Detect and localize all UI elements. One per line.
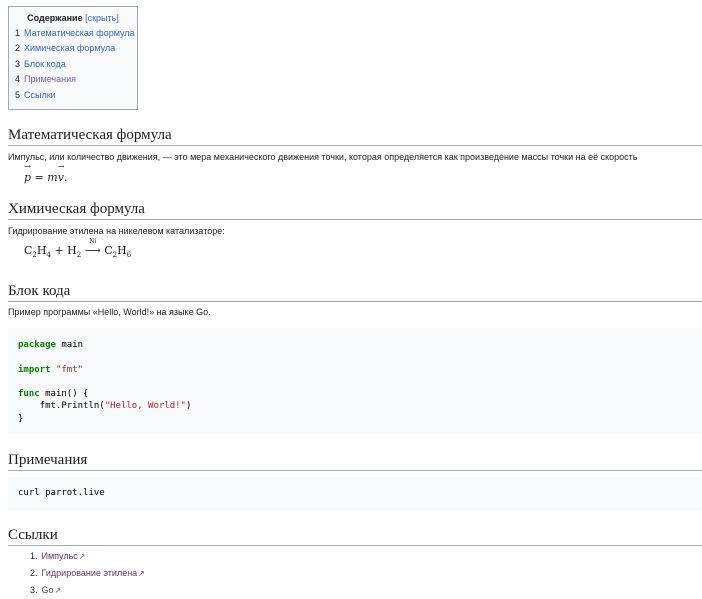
chem-c: C (104, 244, 113, 257)
notes-code-text: curl parrot.live (18, 488, 105, 498)
heading-chem: Химическая формула (8, 200, 702, 220)
link-number: 1. (30, 551, 38, 561)
external-link-icon: ↗ (54, 586, 62, 595)
list-item (30, 548, 145, 565)
go-code-block (8, 328, 702, 434)
arrow-glyph: ⟶ (84, 244, 101, 257)
toc-item-notes (15, 74, 137, 89)
catalyst-label: Ni (89, 238, 97, 245)
link-label: Гидрирование этилена (41, 568, 138, 578)
toc-link-math[interactable]: Математическая формула (24, 28, 135, 38)
formula-equals: = (34, 171, 44, 184)
chem-sub: 4 (46, 251, 51, 260)
formula-p-vector: → p (24, 171, 31, 184)
list-item (30, 582, 145, 599)
links-list (30, 548, 145, 599)
toc-link-chem[interactable]: Химическая формула (24, 43, 116, 54)
toc-list (15, 28, 137, 105)
code-text: fmt.Println( (18, 401, 105, 412)
link-hydrogenation[interactable] (42, 568, 145, 578)
toc-item-links (15, 90, 137, 105)
code-paragraph: Пример программы «Hello, World!» на языке Go. (8, 307, 211, 317)
heading-notes: Примечания (8, 451, 702, 471)
toc-title: Содержание (27, 13, 83, 23)
chem-sub: 2 (76, 251, 82, 260)
toc-item-number: 1 (15, 28, 21, 38)
heading-links: Ссылки (8, 526, 702, 546)
link-go[interactable] (42, 585, 62, 595)
code-text: } (18, 413, 24, 424)
code-string: "fmt" (55, 364, 84, 375)
chem-sub: 2 (112, 251, 118, 260)
code-text: main() { (39, 389, 89, 400)
chem-c: C (24, 244, 33, 257)
toc-link-code[interactable]: Блок кода (24, 58, 66, 69)
link-label: Go (41, 585, 54, 595)
code-keyword: import (18, 364, 51, 375)
hydrogenation-formula (24, 238, 132, 260)
toc-item-chem (15, 43, 137, 58)
toc-toggle-link[interactable]: [скрыть] (85, 13, 119, 23)
toc-link-notes[interactable]: Примечания (24, 74, 76, 85)
link-momentum[interactable] (42, 551, 86, 561)
link-number: 2. (30, 568, 38, 578)
toc-item-number: 5 (15, 89, 21, 100)
chem-plus: + (54, 244, 64, 257)
toc-item-code (15, 59, 137, 74)
toc-item-math (15, 28, 137, 43)
toc-link-links[interactable]: Ссылки (24, 89, 56, 100)
formula-v-vector: → v (58, 171, 64, 184)
link-label: Импульс (41, 551, 78, 561)
external-link-icon: ↗ (138, 569, 145, 578)
heading-code: Блок кода (8, 282, 702, 302)
chem-h: H (67, 244, 77, 257)
code-keyword: package (18, 340, 56, 350)
code-text: ) (185, 401, 192, 412)
chem-sub: 2 (32, 251, 37, 260)
formula-m: m (47, 171, 58, 184)
math-paragraph: Импульс, или количество движения, — это мера механического движения точки, которая определяется как произведение массы точки на её скорость (8, 152, 638, 162)
toc-item-number: 2 (15, 43, 21, 54)
heading-math: Математическая формула (8, 126, 702, 146)
external-link-icon: ↗ (78, 552, 86, 561)
toc-item-number: 3 (15, 58, 21, 69)
code-text: main (55, 340, 84, 350)
link-number: 3. (30, 585, 38, 595)
toc-item-number: 4 (15, 74, 21, 85)
toc-header (15, 13, 137, 23)
list-item (30, 565, 145, 582)
momentum-formula (24, 171, 67, 184)
code-keyword: func (18, 389, 40, 400)
chem-h: H (36, 244, 47, 257)
table-of-contents (8, 6, 138, 110)
reaction-arrow (84, 238, 101, 257)
notes-code-block (8, 477, 702, 510)
chem-h: H (117, 244, 127, 257)
formula-period: . (63, 171, 68, 184)
chem-sub: 6 (126, 251, 132, 260)
code-string: "Hello, World!" (104, 401, 186, 412)
chem-paragraph: Гидрирование этилена на никелевом катализаторе: (8, 226, 225, 236)
